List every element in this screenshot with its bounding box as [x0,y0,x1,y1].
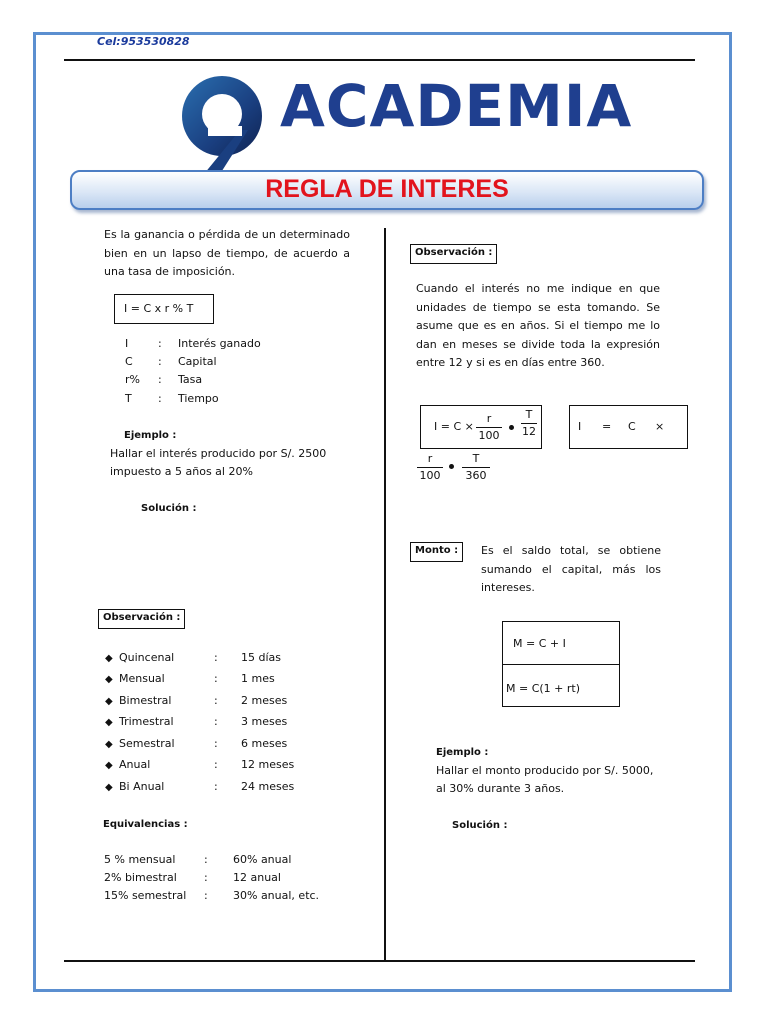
numerator: r [427,452,433,465]
example-label: Ejemplo : [124,430,177,441]
diamond-bullet-icon: ◆ [105,782,113,793]
example-text: al 30% durante 3 años. [436,782,565,795]
legend-desc: Tiempo [178,392,219,405]
example-text: impuesto a 5 años al 20% [110,465,253,478]
period-name: Trimestral [119,715,174,728]
period-value: 2 meses [241,694,288,707]
legend-symbol: C [125,355,133,368]
period-name: Semestral [119,737,175,750]
numerator: T [525,408,533,421]
equivalence-sep: : [204,871,208,884]
monto-paragraph: Es el saldo total, se obtiene sumando el capital, más los intereses. [481,544,661,594]
period-sep: : [214,737,218,750]
equivalence-sep: : [204,889,208,902]
formula-eq: = [602,420,612,433]
period-sep: : [214,780,218,793]
fraction-t-12 [521,408,537,439]
denominator: 100 [478,429,500,442]
equivalence-left: 15% semestral [104,889,187,902]
period-sep: : [214,758,218,771]
denominator: 12 [522,425,536,438]
academia-logo-icon [170,70,274,174]
period-value: 6 meses [241,737,288,750]
period-value: 15 días [241,651,282,664]
equivalence-left: 2% bimestral [104,871,177,884]
period-value: 24 meses [241,780,295,793]
legend-sep: : [158,392,162,405]
multiply-dot-icon [509,425,514,430]
fraction-bar [462,467,490,468]
fraction-t-360 [462,452,490,483]
period-sep: : [214,694,218,707]
bottom-rule [64,960,695,962]
denominator: 360 [465,469,487,482]
example-text: Hallar el monto producido por S/. 5000, [436,764,654,777]
legend-symbol: r% [125,373,140,386]
diamond-bullet-icon: ◆ [105,739,113,750]
legend-desc: Capital [178,355,217,368]
equivalence-right: 60% anual [233,853,292,866]
diamond-bullet-icon: ◆ [105,696,113,707]
period-name: Anual [119,758,151,771]
box-divider [503,664,619,665]
period-sep: : [214,715,218,728]
period-sep: : [214,651,218,664]
formula-years-box [420,405,542,449]
formula-days-box [569,405,688,449]
phone-number: Cel:953530828 [97,35,190,48]
intro-paragraph: Es la ganancia o pérdida de un determinado bien en un lapso de tiempo, de acuerdo a una tasa de imposición. [104,228,350,278]
formula-times: × [655,420,665,433]
fraction-bar [476,427,502,428]
equivalence-right: 12 anual [233,871,281,884]
period-sep: : [214,672,218,685]
solution-label: Solución : [141,503,197,514]
equivalence-right: 30% anual, etc. [233,889,320,902]
formula-prefix: I = C × [434,420,474,433]
diamond-bullet-icon: ◆ [105,760,113,771]
period-name: Quincenal [119,651,175,664]
period-value: 12 meses [241,758,295,771]
equivalences-label: Equivalencias : [103,819,188,830]
example-text: Hallar el interés producido por S/. 2500 [110,447,327,460]
period-name: Mensual [119,672,165,685]
page-title: REGLA DE INTERES [265,175,509,203]
numerator: r [486,412,492,425]
monto-formula-2: M = C(1 + rt) [506,682,581,695]
numerator: T [472,452,480,465]
fraction-r-100 [417,452,443,483]
equivalence-left: 5 % mensual [104,853,176,866]
solution-label: Solución : [452,820,508,831]
period-name: Bimestral [119,694,172,707]
monto-formula-box [502,621,620,707]
legend-sep: : [158,355,162,368]
diamond-bullet-icon: ◆ [105,653,113,664]
multiply-dot-icon [449,464,454,469]
formula-c: C [628,420,636,433]
monto-label: Monto : [410,542,463,562]
period-value: 1 mes [241,672,275,685]
denominator: 100 [419,469,441,482]
fraction-bar [417,467,443,468]
observation-label: Observación : [410,244,497,264]
observation-label: Observación : [98,609,185,629]
diamond-bullet-icon: ◆ [105,717,113,728]
legend-sep: : [158,337,162,350]
legend-desc: Interés ganado [178,337,261,350]
monto-formula-1: M = C + I [513,637,566,650]
formula-i: I [578,420,582,433]
diamond-bullet-icon: ◆ [105,674,113,685]
top-rule [64,59,695,61]
column-divider [384,228,386,960]
legend-desc: Tasa [178,373,203,386]
example-label: Ejemplo : [436,747,489,758]
period-value: 3 meses [241,715,288,728]
equivalence-sep: : [204,853,208,866]
interest-formula-box [114,294,214,324]
observation-paragraph: Cuando el interés no me indique en que unidades de tiempo se esta tomando. Se asume que es en años. Si el tiempo me lo dan en meses se divide toda la expresión entre 12 y si es en días entre 360. [416,282,660,369]
legend-symbol: I [125,337,129,350]
brand-name: ACADEMIA [280,72,633,140]
legend-sep: : [158,373,162,386]
period-name: Bi Anual [119,780,165,793]
fraction-bar [521,423,537,424]
interest-formula: I = C x r % T [124,302,194,315]
fraction-r-100 [476,412,502,443]
title-banner [70,170,704,210]
legend-symbol: T [125,392,132,405]
